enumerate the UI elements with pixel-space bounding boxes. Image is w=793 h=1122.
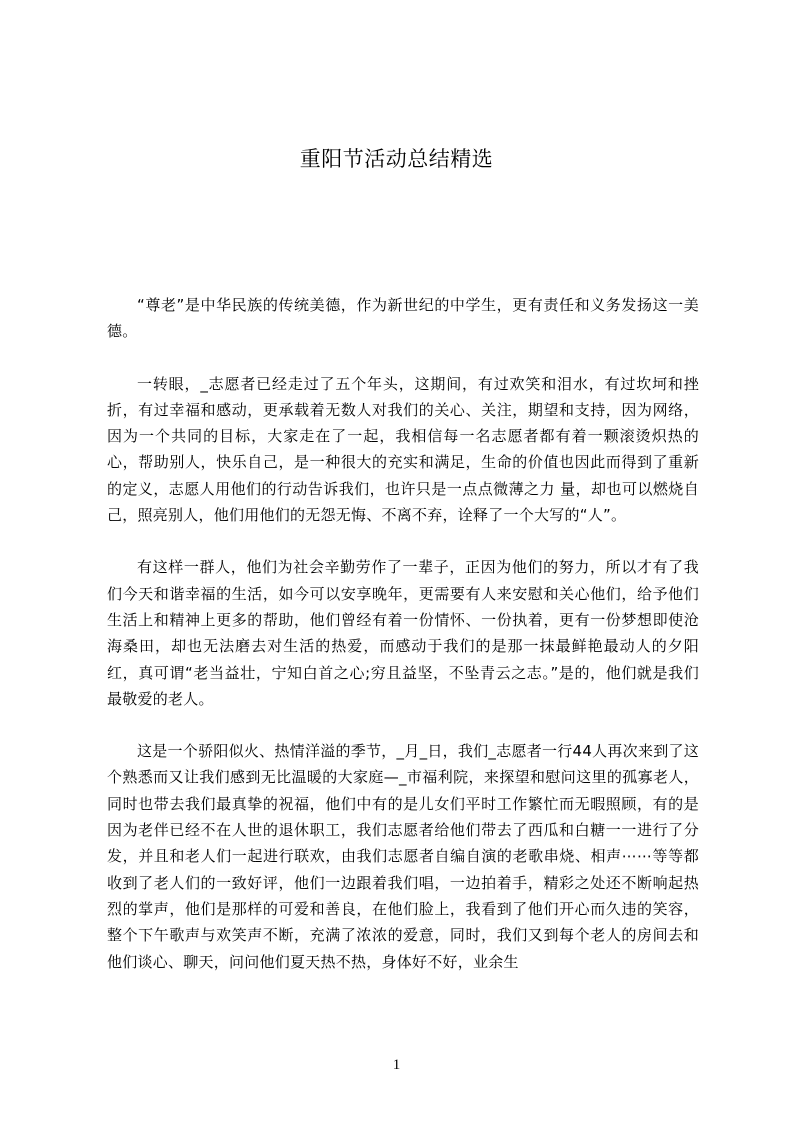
paragraph-volunteer-years: 一转眼，_志愿者已经走过了五个年头，这期间，有过欢笑和泪水，有过坎坷和挫折，有过幸福和感动，更承载着无数人对我们的关心、关注，期望和支持，因为网络，因为一个共同的目标，大家走在了一起，我相信每一名志愿者都有着一颗滚烫炽热的心，帮助别人，快乐自己，是一种很大的充实和满足，生命的价值也因此而得到了重新的定义，志愿人用他们的行动告诉我们，也许只是一点点微薄之力 量，却也可以燃烧自己，照亮别人，他们用他们的无怨无悔、不离不弃，诠释了一个大写的“人”。 (107, 374, 699, 525)
paragraph-elderly-people: 有这样一群人，他们为社会辛勤劳作了一辈子，正因为他们的努力，所以才有了我们今天和谐幸福的生活，如今可以安享晚年，更需要有人来安慰和关心他们，给予他们生活上和精神上更多的帮助，他们曾经有着一份情怀、一份执着，更有一份梦想即使沧海桑田，却也无法磨去对生活的热爱，而感动于我们的是那一抹最鲜艳最动人的夕阳红，真可谓“老当益壮，宁知白首之心;穷且益坚，不坠青云之志。”是的，他们就是我们最敬爱的老人。 (107, 558, 699, 708)
page-number: 1 (392, 1057, 401, 1073)
paragraph-welfare-visit: 这是一个骄阳似火、热情洋溢的季节，_月_日，我们_志愿者一行44人再次来到了这个熟悉而又让我们感到无比温暖的大家庭—_市福利院，来探望和慰问这里的孤寡老人，同时也带去我们最真挚的祝福，他们中有的是儿女们平时工作繁忙而无暇照顾，有的是因为老伴已经不在人世的退休职工，我们志愿者给他们带去了西瓜和白糖一一进行了分发，并且和老人们一起进行联欢，由我们志愿者自编自演的老歌串烧、相声⋯⋯等等都收到了老人们的一致好评，他们一边跟着我们唱，一边拍着手，精彩之处还不断响起热烈的掌声，他们是那样的可爱和善良，在他们脸上，我看到了他们开心而久违的笑容，整个下午歌声与欢笑声不断，充满了浓浓的爱意，同时，我们又到每个老人的房间去和他们谈心、聊天，问问他们夏天热不热，身体好不好，业余生 (107, 742, 699, 971)
document-body (107, 292, 699, 974)
paragraph-respect-elders: “尊老”是中华民族的传统美德，作为新世纪的中学生，更有责任和义务发扬这一美德。 (107, 296, 699, 341)
document-title: 重阳节活动总结精选 (299, 147, 494, 171)
